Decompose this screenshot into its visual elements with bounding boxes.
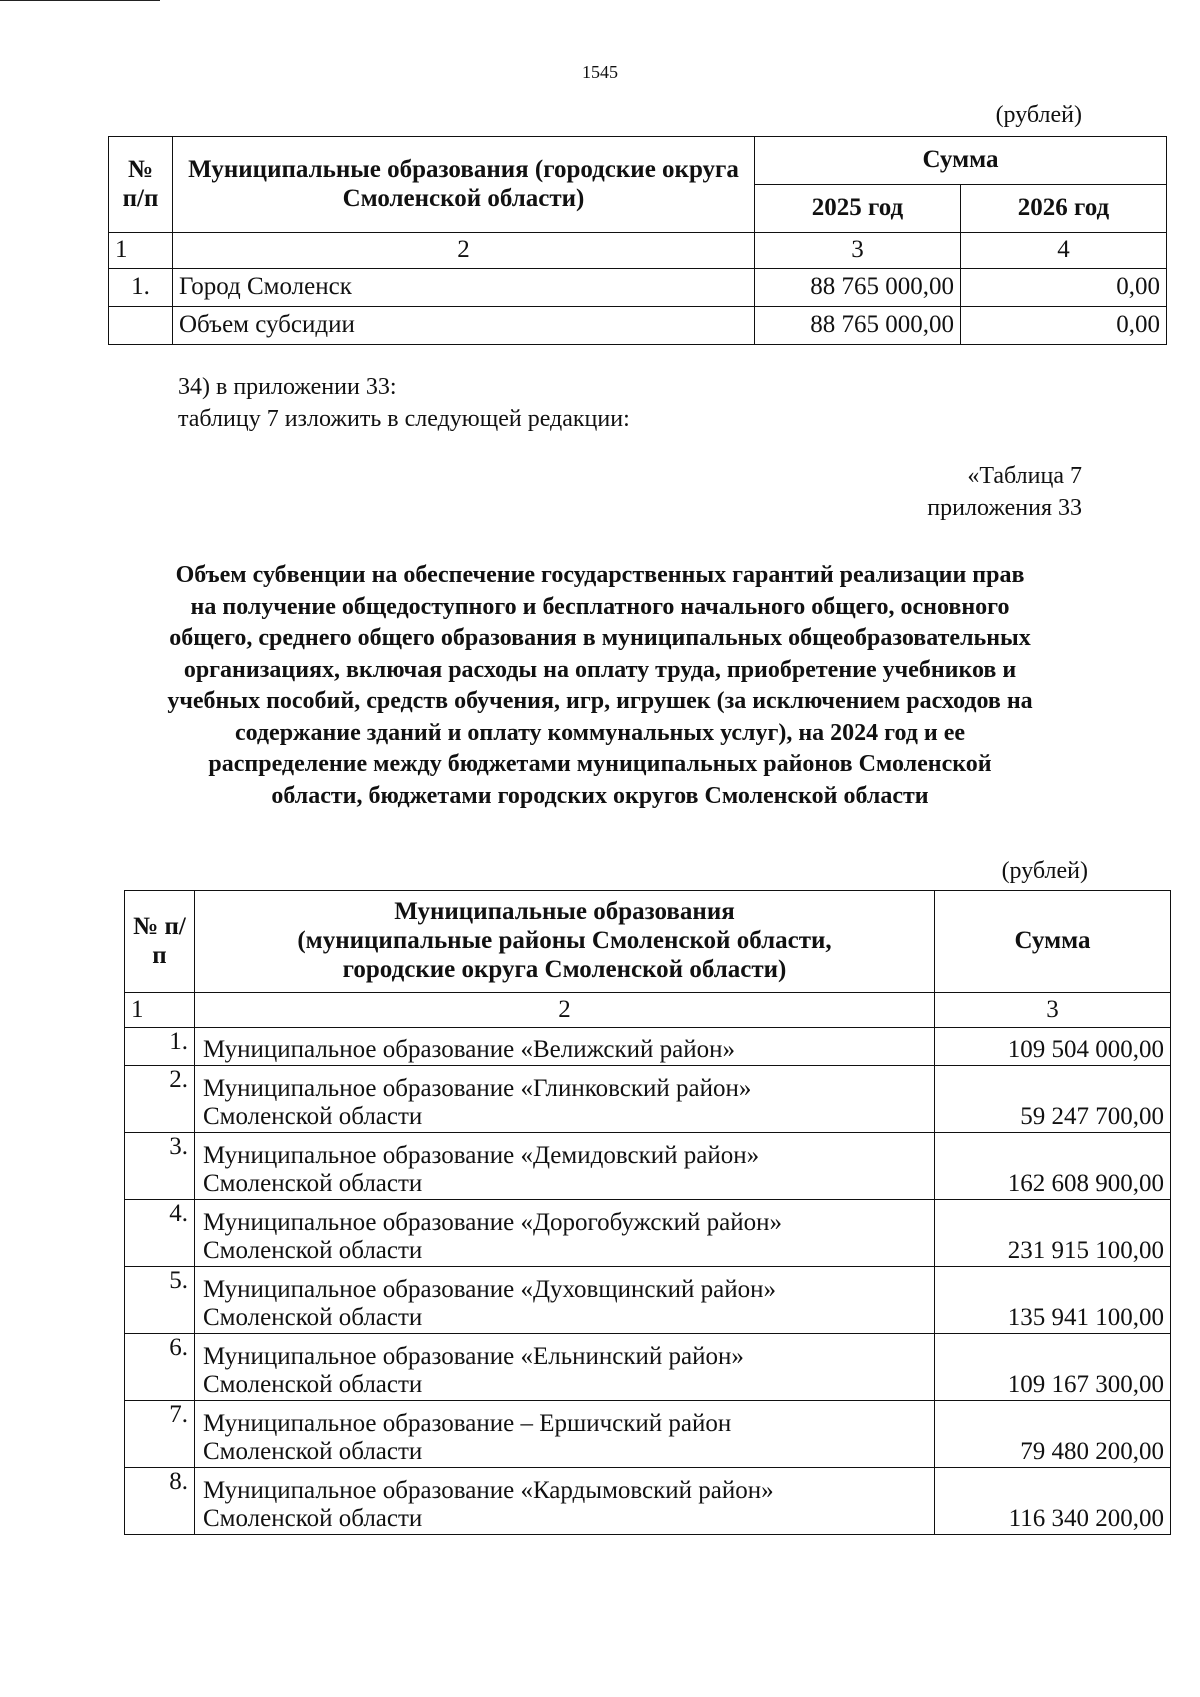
- row-num: 7.: [125, 1401, 195, 1468]
- table-row: [125, 1401, 1171, 1468]
- header-num: № п/п: [125, 891, 195, 993]
- subvention-table-2024: [124, 890, 1171, 1535]
- row-name-line-2: Смоленской области: [203, 1304, 423, 1332]
- row-num: 1.: [109, 269, 173, 307]
- row-name: [195, 1267, 935, 1334]
- row-name: [195, 1066, 935, 1133]
- row-num: [109, 307, 173, 345]
- row-num: 6.: [125, 1334, 195, 1401]
- table-reference: [927, 460, 1082, 524]
- row-name-line-2: Смоленской области: [203, 1103, 423, 1131]
- table-reference-line-1: «Таблица 7: [967, 463, 1082, 489]
- col-number-cell: 1: [125, 993, 195, 1028]
- row-amount: 116 340 200,00: [935, 1468, 1171, 1535]
- title-line: распределение между бюджетами муниципальных районов Смоленской: [208, 751, 992, 777]
- row-amount-2025: 88 765 000,00: [755, 307, 961, 345]
- col-number-cell: 1: [109, 233, 173, 269]
- row-name: Город Смоленск: [173, 269, 755, 307]
- row-amount-2026: 0,00: [961, 307, 1167, 345]
- row-name-line-2: Смоленской области: [203, 1505, 423, 1533]
- row-num: 2.: [125, 1066, 195, 1133]
- scan-edge-mark: [0, 0, 160, 1]
- row-name-line-1: Муниципальное образование «Духовщинский район»: [203, 1275, 776, 1303]
- title-line: Объем субвенции на обеспечение государственных гарантий реализации прав: [175, 562, 1025, 588]
- table-row: [125, 1200, 1171, 1267]
- row-name: Объем субсидии: [173, 307, 755, 345]
- row-name-line-1: Муниципальное образование «Демидовский район»: [203, 1141, 760, 1169]
- row-name: [195, 1133, 935, 1200]
- header-municipality-line: городские округа Смоленской области): [342, 955, 787, 983]
- col-number-cell: 2: [195, 993, 935, 1028]
- title-line: общего, среднего общего образования в муниципальных общеобразовательных: [169, 625, 1031, 651]
- col-number-cell: 4: [961, 233, 1167, 269]
- row-name-line-1: Муниципальное образование «Кардымовский район»: [203, 1476, 774, 1504]
- table-row: [109, 307, 1167, 345]
- col-number-cell: 3: [755, 233, 961, 269]
- subsidy-table-2025-2026: [108, 136, 1167, 345]
- table1-unit: (рублей): [995, 102, 1082, 128]
- title-line: учебных пособий, средств обучения, игр, игрушек (за исключением расходов на: [167, 688, 1033, 714]
- row-amount: 135 941 100,00: [935, 1267, 1171, 1334]
- row-name: [195, 1200, 935, 1267]
- col-number-cell: 3: [935, 993, 1171, 1028]
- row-name-line-1: Муниципальное образование «Глинковский район»: [203, 1074, 752, 1102]
- row-num: 4.: [125, 1200, 195, 1267]
- row-num: 5.: [125, 1267, 195, 1334]
- page-number: 1545: [582, 62, 618, 82]
- table-reference-line-2: приложения 33: [927, 495, 1082, 521]
- row-amount: 59 247 700,00: [935, 1066, 1171, 1133]
- header-num: № п/п: [109, 137, 173, 233]
- amendment-line-2: таблицу 7 изложить в следующей редакции:: [178, 406, 630, 432]
- row-name-line-2: Смоленской области: [203, 1371, 423, 1399]
- row-name: [195, 1468, 935, 1535]
- table-row: [125, 1267, 1171, 1334]
- table-row: [125, 1028, 1171, 1066]
- row-name-line-1: Муниципальное образование «Ельнинский район»: [203, 1342, 744, 1370]
- row-name-line-2: Смоленской области: [203, 1438, 423, 1466]
- row-num: 8.: [125, 1468, 195, 1535]
- row-amount: 79 480 200,00: [935, 1401, 1171, 1468]
- header-municipality-line: (муниципальные районы Смоленской области,: [297, 927, 832, 955]
- row-amount: 162 608 900,00: [935, 1133, 1171, 1200]
- table-row: [125, 1133, 1171, 1200]
- table-row: [125, 1334, 1171, 1401]
- row-name: [195, 1334, 935, 1401]
- header-sum: Сумма: [935, 891, 1171, 993]
- table-row: [125, 1468, 1171, 1535]
- column-number-row: [109, 233, 1167, 269]
- header-2025: 2025 год: [755, 185, 961, 233]
- row-name: [195, 1401, 935, 1468]
- row-name-line-2: Смоленской области: [203, 1237, 423, 1265]
- header-municipality: [195, 891, 935, 993]
- amendment-line-1: 34) в приложении 33:: [178, 374, 397, 400]
- row-name-line-1: Муниципальное образование – Ершичский район: [203, 1409, 732, 1437]
- column-number-row: [125, 993, 1171, 1028]
- row-amount-2025: 88 765 000,00: [755, 269, 961, 307]
- row-amount-2026: 0,00: [961, 269, 1167, 307]
- title-line: на получение общедоступного и бесплатного начального общего, основного: [190, 593, 1010, 620]
- title-line: содержание зданий и оплату коммунальных услуг), на 2024 год и ее: [234, 719, 966, 746]
- table-row: [125, 1066, 1171, 1133]
- row-amount: 109 167 300,00: [935, 1334, 1171, 1401]
- table-row: [109, 269, 1167, 307]
- header-municipality-line: Муниципальные образования: [394, 898, 735, 926]
- header-sum: Сумма: [755, 137, 1167, 185]
- row-name-line-1: Муниципальное образование «Велижский район»: [203, 1036, 735, 1064]
- row-num: 3.: [125, 1133, 195, 1200]
- row-amount: 231 915 100,00: [935, 1200, 1171, 1267]
- col-number-cell: 2: [173, 233, 755, 269]
- row-amount: 109 504 000,00: [935, 1028, 1171, 1066]
- title-line: организациях, включая расходы на оплату труда, приобретение учебников и: [183, 656, 1017, 683]
- row-name: [195, 1028, 935, 1066]
- header-municipality: Муниципальные образования (городские округа Смоленской области): [173, 137, 755, 233]
- row-num: 1.: [125, 1028, 195, 1066]
- table2-unit: (рублей): [1001, 858, 1088, 884]
- row-name-line-1: Муниципальное образование «Дорогобужский район»: [203, 1208, 782, 1236]
- document-title: [100, 560, 1100, 812]
- header-2026: 2026 год: [961, 185, 1167, 233]
- row-name-line-2: Смоленской области: [203, 1170, 423, 1198]
- title-line: области, бюджетами городских округов Смоленской области: [271, 782, 929, 809]
